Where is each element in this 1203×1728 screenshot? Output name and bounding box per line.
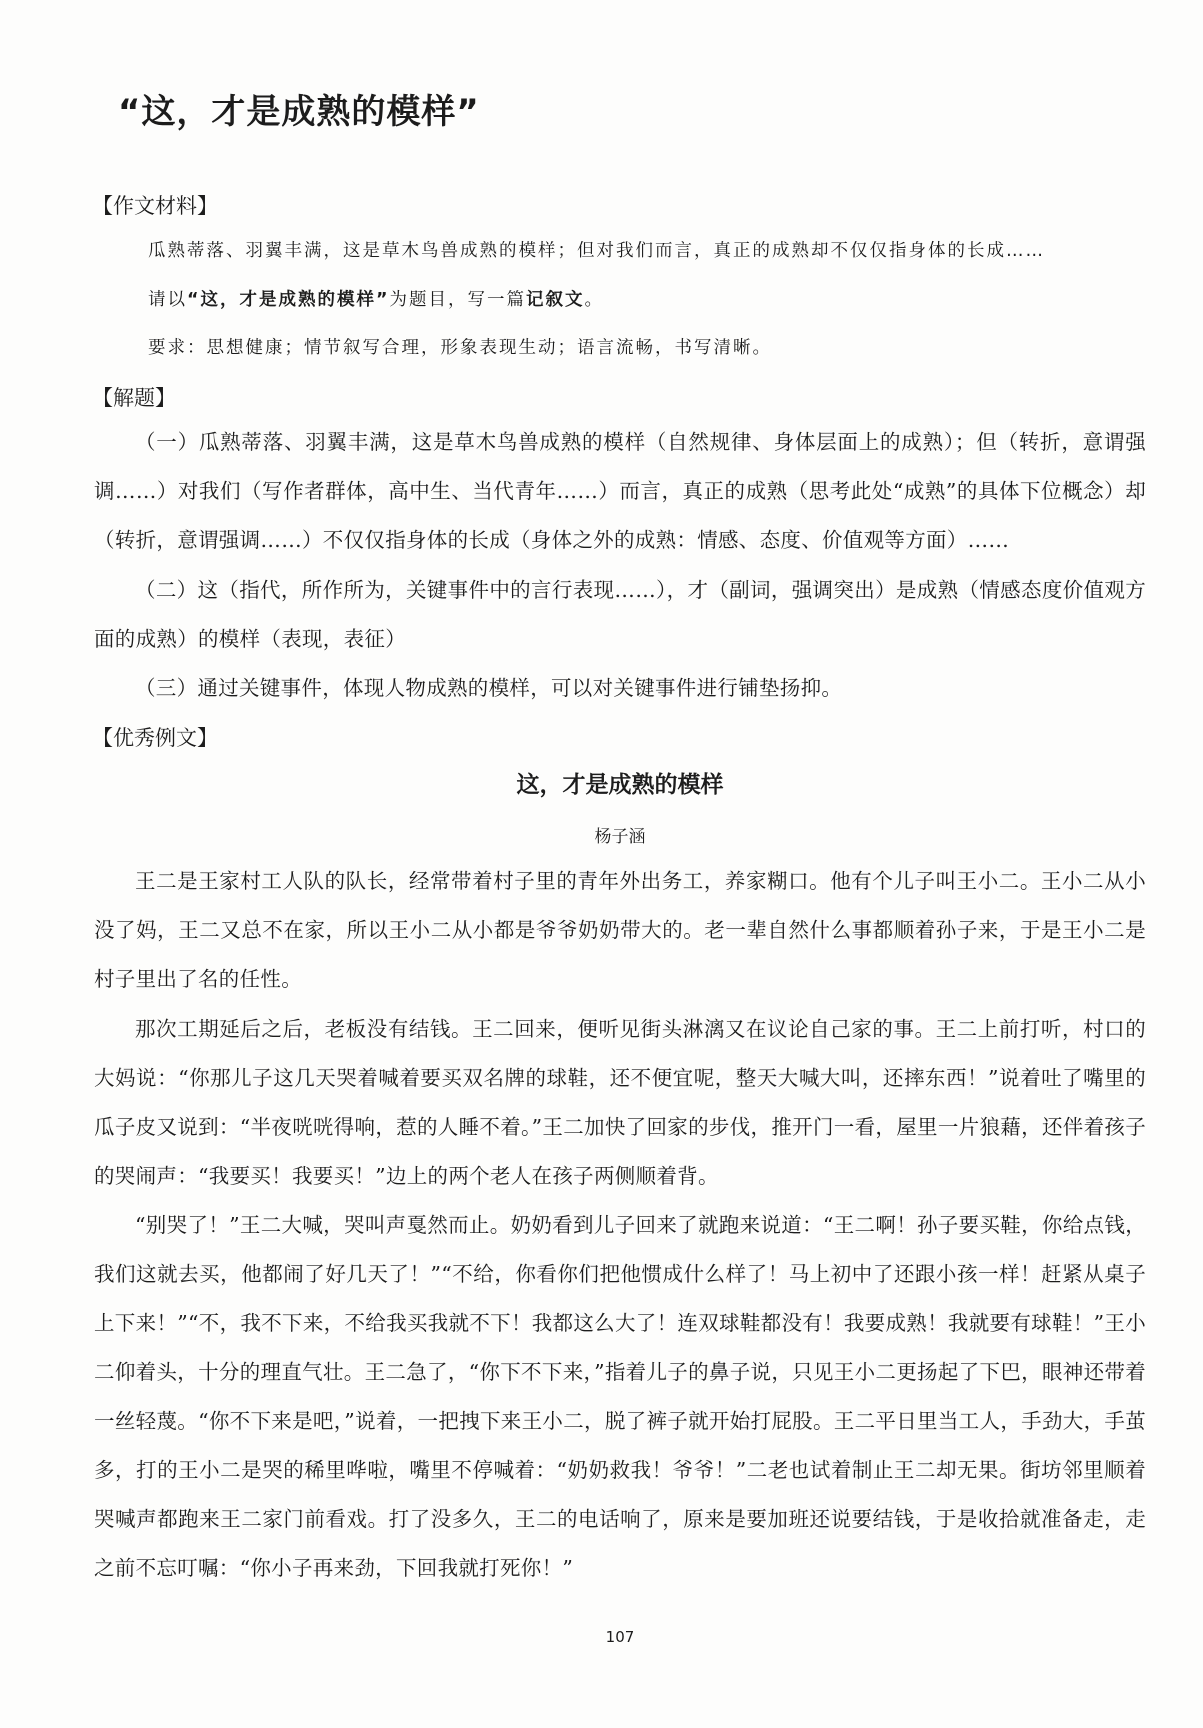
main-title: “这，才是成熟的模样” <box>118 92 480 132</box>
analysis-paragraph-1: （一）瓜熟蒂落、羽翼丰满，这是草木鸟兽成熟的模样（自然规律、身体层面上的成熟）；但（转折，意谓强调……）对我们（写作者群体，高中生、当代青年……）而言，真正的成熟（思考此处“成熟”的具体下位概念）却（转折，意谓强调……）不仅仅指身体的长成（身体之外的成熟：情感、态度、价值观等方面）…… <box>94 430 1146 552</box>
material-line-2-title: “这，才是成熟的模样” <box>187 290 390 310</box>
material-line-2 <box>148 286 604 311</box>
material-line-1: 瓜熟蒂落、羽翼丰满，这是草木鸟兽成熟的模样；但对我们而言，真正的成熟却不仅仅指身体的长成…… <box>148 241 1045 261</box>
essay-paragraph-2: 那次工期延后之后，老板没有结钱。王二回来，便听见街头淋漓又在议论自己家的事。王二上前打听，村口的大妈说：“你那儿子这几天哭着喊着要买双名牌的球鞋，还不便宜呢，整天大喊大叫，还摔东西！”说着吐了嘴里的瓜子皮又说到：“半夜咣咣得响，惹的人睡不着。”王二加快了回家的步伐，推开门一看，屋里一片狼藉，还伴着孩子的哭闹声：“我要买！我要买！”边上的两个老人在孩子两侧顺着背。 <box>94 1017 1146 1188</box>
page-number: 107 <box>605 1628 635 1646</box>
essay-title: 这，才是成熟的模样 <box>516 772 724 798</box>
analysis-paragraph-3: （三）通过关键事件，体现人物成熟的模样，可以对关键事件进行铺垫扬抑。 <box>135 676 843 700</box>
analysis-paragraph-2: （二）这（指代，所作所为，关键事件中的言行表现……），才（副词，强调突出）是成熟（情感态度价值观方面的成熟）的模样（表现，表征） <box>94 578 1146 651</box>
material-line-2-mid: 为题目，写一篇 <box>389 290 527 310</box>
material-line-2-prefix: 请以 <box>148 290 187 310</box>
material-heading: 【作文材料】 <box>92 194 218 218</box>
essay-paragraph-1: 王二是王家村工人队的队长，经常带着村子里的青年外出务工，养家糊口。他有个儿子叫王小二。王小二从小没了妈，王二又总不在家，所以王小二从小都是爷爷奶奶带大的。老一辈自然什么事都顺着孙子来，于是王小二是村子里出了名的任性。 <box>94 869 1146 991</box>
material-line-3: 要求：思想健康；情节叙写合理，形象表现生动；语言流畅，书写清晰。 <box>148 338 772 358</box>
analysis-heading: 【解题】 <box>92 386 176 410</box>
essay-author: 杨子涵 <box>594 827 646 847</box>
material-line-2-genre: 记叙文 <box>526 290 585 310</box>
example-heading: 【优秀例文】 <box>92 726 218 750</box>
essay-paragraph-3: “别哭了！”王二大喊，哭叫声戛然而止。奶奶看到儿子回来了就跑来说道：“王二啊！孙子要买鞋，你给点钱，我们这就去买，他都闹了好几天了！”“不给，你看你们把他惯成什么样了！马上初中了还跟小孩一样！赶紧从桌子上下来！”“不，我不下来，不给我买我就不下！我都这么大了！连双球鞋都没有！我要成熟！我就要有球鞋！”王小二仰着头，十分的理直气壮。王二急了，“你下不下来，”指着儿子的鼻子说，只见王小二更扬起了下巴，眼神还带着一丝轻蔑。“你不下来是吧，”说着，一把拽下来王小二，脱了裤子就开始打屁股。王二平日里当工人，手劲大，手茧多，打的王小二是哭的稀里哗啦，嘴里不停喊着：“奶奶救我！爷爷！”二老也试着制止王二却无果。街坊邻里顺着哭喊声都跑来王二家门前看戏。打了没多久，王二的电话响了，原来是要加班还说要结钱，于是收拾就准备走，走之前不忘叮嘱：“你小子再来劲，下回我就打死你！” <box>94 1213 1146 1580</box>
material-line-2-end: 。 <box>584 290 605 310</box>
